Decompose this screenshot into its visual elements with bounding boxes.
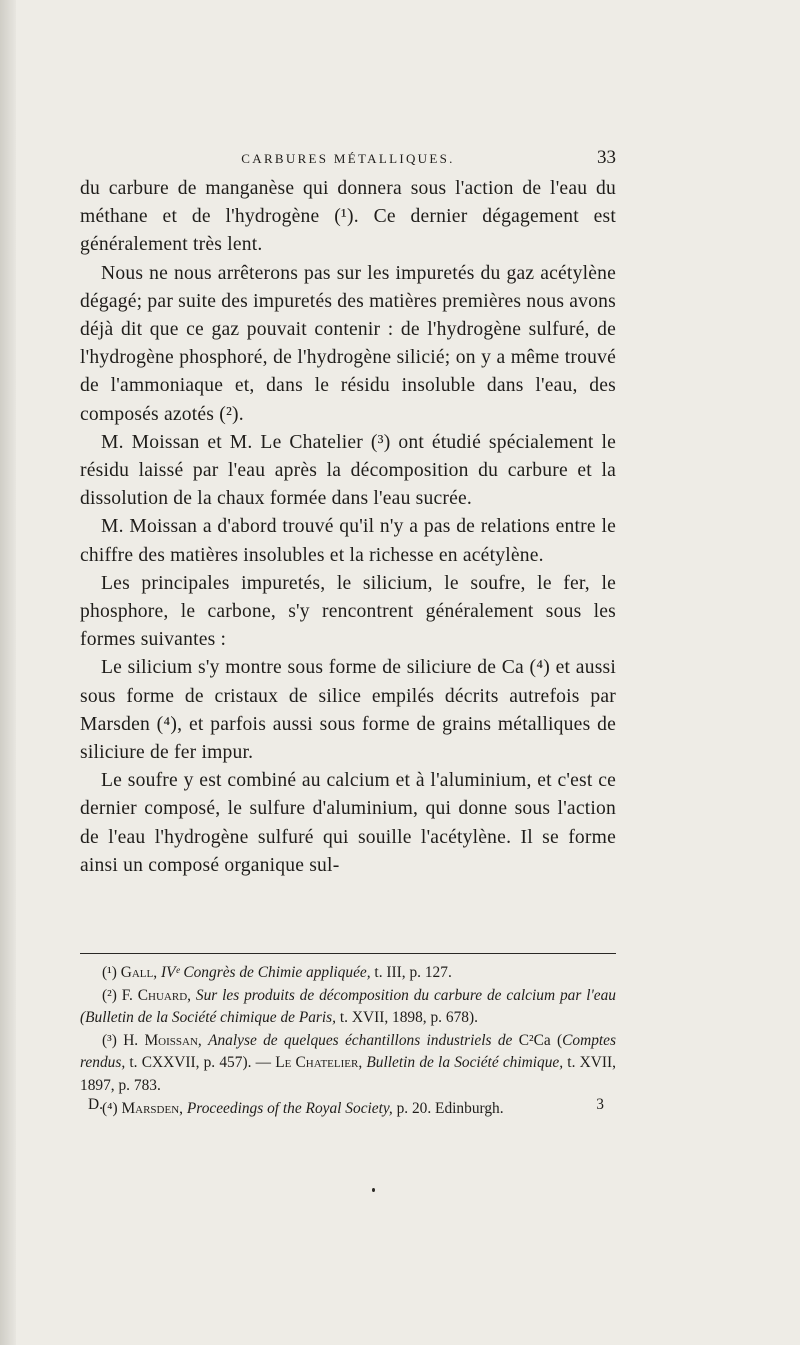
- footnote-2-author: F. Chuard,: [121, 986, 191, 1004]
- footnote-4-ref: p. 20. Edinburgh.: [392, 1099, 504, 1117]
- running-title: CARBURES MÉTALLIQUES.: [241, 151, 455, 166]
- paragraph-5: Les principales impuretés, le silicium, le soufre, le fer, le phosphore, le carbone, s'y rencontrent généralement sous les formes suivantes :: [80, 572, 616, 651]
- footnote-3-journal-2: Bulletin de la Société chimique,: [366, 1054, 564, 1072]
- footnote-3-ref: t. CXXVII, p. 457). —: [125, 1054, 276, 1072]
- body-text: [80, 175, 616, 880]
- footnote-4-title: Proceedings of the Royal Society,: [186, 1099, 393, 1117]
- footnote-2-title: Sur les produits de décomposition du carbure de calcium par l'eau (Bulletin de la Société chimique de Paris,: [80, 986, 616, 1027]
- footnote-rule: [80, 953, 616, 954]
- footnote-2: [80, 985, 616, 1030]
- footnote-1-mark: (¹): [102, 964, 121, 981]
- page-number: 33: [597, 147, 616, 168]
- footnote-3-title: Analyse de quelques échantillons industriels de: [208, 1031, 513, 1049]
- footnote-3-author: H. Moissan,: [123, 1031, 202, 1049]
- running-head: [80, 143, 616, 173]
- footnote-4-author: Marsden,: [121, 1099, 184, 1117]
- paragraph-2: Nous ne nous arrêterons pas sur les impuretés du gaz acétylène dégagé; par suite des impuretés des matières premières nous avons déjà dit que ce gaz pouvait contenir : de l'hydrogène sulfuré, de l'hydrogène phosphoré, de l'hydrogène silicié; on y a même trouvé de l'ammoniaque et, dans le résidu insoluble dans l'eau, des composés azotés (²).: [80, 262, 616, 425]
- paragraph-7: Le soufre y est combiné au calcium et à l'aluminium, et c'est ce dernier composé, le sulfure d'aluminium, qui donne sous l'action de l'eau l'hydrogène sulfuré qui souille l'acétylène. Il se forme ainsi un composé organique sul-: [80, 770, 616, 876]
- ink-speck: [372, 1188, 375, 1192]
- footnote-1-title: IVᵉ Congrès de Chimie appliquée,: [160, 964, 371, 981]
- footnote-2-ref: t. XVII, 1898, p. 678).: [336, 1009, 478, 1027]
- signature-mark: D.: [88, 1096, 103, 1113]
- footnote-3: [80, 1030, 616, 1098]
- footnote-3-author-2: Le Chatelier,: [275, 1054, 363, 1072]
- footnote-3-journal: Comptes rendus,: [80, 1031, 616, 1072]
- paragraph-3: M. Moissan et M. Le Chatelier (³) ont étudié spécialement le résidu laissé par l'eau après la décomposition du carbure et la dissolution de la chaux formée dans l'eau sucrée.: [80, 431, 616, 510]
- footnote-3-formula: C²Ca (: [512, 1031, 563, 1049]
- footnote-2-mark: (²): [102, 986, 122, 1004]
- footnote-1-author: Gall,: [120, 964, 158, 981]
- footnote-3-ref-2: t. XVII, 1897, p. 783.: [80, 1054, 616, 1094]
- signature-row: [80, 1095, 616, 1119]
- footnote-1-ref: t. III, p. 127.: [370, 964, 452, 981]
- footnote-3-mark: (³): [102, 1031, 124, 1049]
- footnote-4-mark: (⁴): [102, 1099, 122, 1117]
- paragraph-6: Le silicium s'y montre sous forme de siliciure de Ca (⁴) et aussi sous forme de cristaux de silice empilés décrits autrefois par Marsden (⁴), et parfois aussi sous forme de grains métalliques de siliciure de fer impur.: [80, 657, 616, 764]
- paragraph-4: M. Moissan a d'abord trouvé qu'il n'y a pas de relations entre le chiffre des matières insolubles et la richesse en acétylène.: [80, 516, 616, 566]
- paragraph-1: du carbure de manganèse qui donnera sous l'action de l'eau du méthane et de l'hydrogène (¹). Ce dernier dégagement est généralement très lent.: [80, 178, 616, 256]
- footnote-1: [80, 962, 616, 985]
- signature-number: 3: [596, 1096, 604, 1113]
